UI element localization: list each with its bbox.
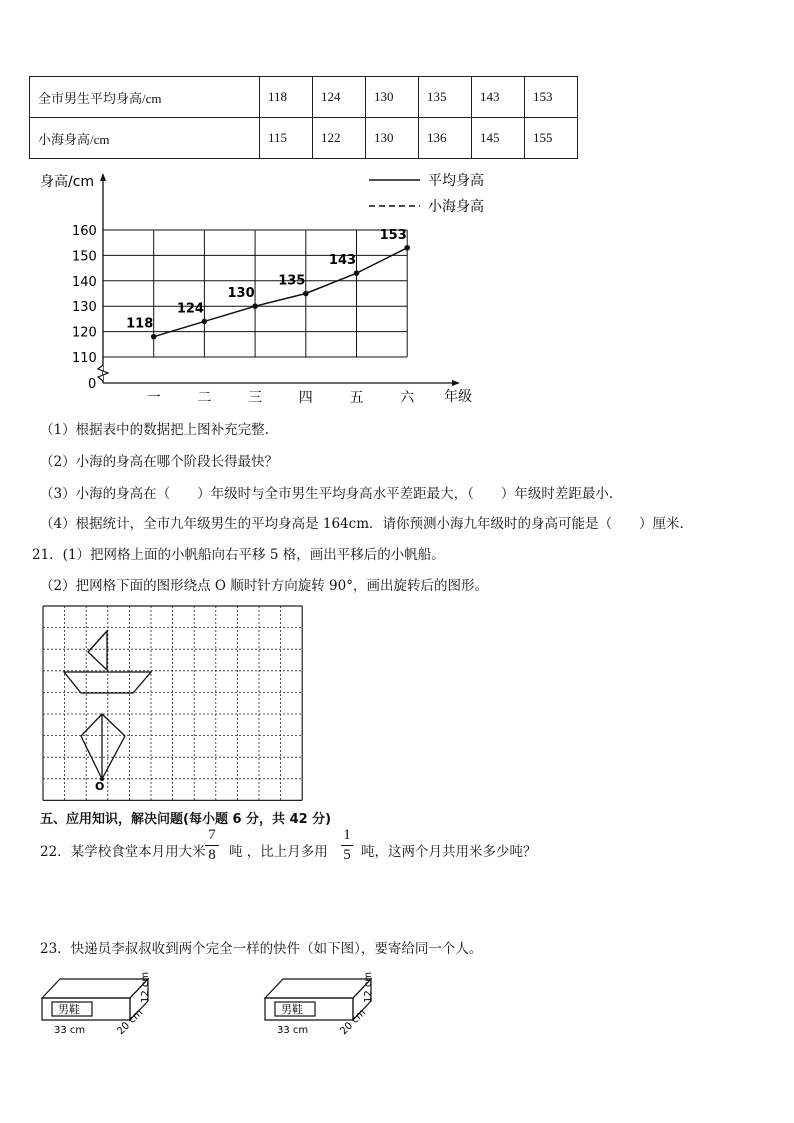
legend-series-2: 小海身高 [428,199,484,215]
table-cell: 124 [313,77,366,118]
data-point [252,303,258,309]
table-cell: 153 [525,77,578,118]
chart-legend [369,172,484,215]
parcel-box-2 [253,965,403,1040]
fraction-denominator: 8 [208,847,216,863]
data-label: 124 [176,301,204,317]
y-tick-label: 140 [72,274,97,290]
box-height: 12 cm [363,971,374,1003]
data-point [354,270,360,276]
table-cell: 115 [260,118,313,159]
table-row [30,118,578,159]
y-tick-label: 150 [72,249,97,265]
question-22-part-c: 吨，这两个月共用米多少吨？ [361,844,537,860]
data-label: 143 [328,253,357,269]
table-cell: 122 [313,118,366,159]
y-tick-label: 110 [72,351,97,366]
fraction-denominator: 5 [343,847,351,863]
question-21-1: 21．(1）把网格上面的小帆船向右平移 5 格，画出平移后的小帆船。 [32,547,445,563]
x-axis-label: 年级 [444,389,472,405]
data-label: 118 [126,316,154,332]
fraction-numerator: 7 [208,827,216,843]
box-length: 33 cm [277,1025,309,1036]
y-tick-label: 120 [72,325,97,341]
question-21-2: （2）把网格下面的图形绕点 O 顺时针方向旋转 90°，画出旋转后的图形。 [40,578,488,594]
x-tick-label: 一 [146,390,161,406]
row-label: 小海身高/cm [30,118,260,159]
axis-break [98,365,108,381]
height-table [29,76,578,159]
question-1: （1）根据表中的数据把上图补充完整. [40,422,269,438]
dashed-grid [43,606,302,800]
rotation-grid-figure [40,604,304,804]
section-5-heading: 五、应用知识，解决问题(每小题 6 分，共 42 分) [40,812,332,827]
data-label: 153 [379,227,407,243]
y-axis-arrow [100,173,106,181]
y-tick-label: 160 [72,224,97,239]
data-label: 135 [278,273,306,289]
point-o-label: O [95,780,105,793]
parcel-box-1 [30,965,180,1040]
x-tick-label: 三 [248,390,263,406]
table-cell: 130 [366,118,419,159]
table-cell: 118 [260,77,313,118]
x-tick-label: 四 [298,390,313,406]
fraction-numerator: 1 [343,827,351,843]
data-point [404,245,410,251]
fraction-1-5 [341,827,353,864]
x-tick-label: 六 [400,390,415,406]
table-cell: 145 [472,118,525,159]
x-tick-label: 二 [197,390,212,406]
box-height: 12 cm [140,971,151,1003]
table-row [30,77,578,118]
x-tick-label: 五 [349,390,364,406]
question-2: （2）小海的身高在哪个阶段长得最快？ [40,454,279,470]
question-22-part-a: 22．某学校食堂本月用大米 [40,844,206,860]
chart-grid [103,227,407,357]
question-3: （3）小海的身高在（ ）年级时与全市男生平均身高水平差距最大，（ ）年级时差距最小. [40,486,614,502]
data-point [151,334,157,340]
data-point [303,291,309,297]
height-line-chart [0,165,520,410]
question-22-part-b: 吨 ，比上月多用 [229,844,328,860]
data-label: 130 [227,286,255,302]
table-cell: 143 [472,77,525,118]
y-axis-label: 身高/cm [40,174,95,190]
data-point [202,319,208,325]
chart-marks [126,228,410,340]
y-tick-label: 130 [72,300,97,316]
box-label: 男鞋 [281,1003,303,1016]
box-label: 男鞋 [58,1003,80,1016]
box-length: 33 cm [54,1025,86,1036]
x-axis-arrow [452,380,460,386]
kite-shape [81,714,125,779]
table-cell: 130 [366,77,419,118]
box-width: 20 cm [115,1007,146,1038]
table-cell: 155 [525,118,578,159]
y-tick-label: 0 [88,377,97,392]
table-cell: 136 [419,118,472,159]
table-cell: 135 [419,77,472,118]
legend-series-1: 平均身高 [428,173,484,189]
fraction-7-8 [205,827,219,864]
box-width: 20 cm [338,1007,369,1038]
question-23: 23．快递员李叔叔收到两个完全一样的快件（如下图），要寄给同一个人。 [40,941,483,957]
series-line-average [154,248,408,337]
chart-axes [72,173,460,406]
question-4: （4）根据统计，全市九年级男生的平均身高是 164cm．请你预测小海九年级时的身高可能是（ ）厘米. [40,516,684,532]
row-label: 全市男生平均身高/cm [30,77,260,118]
